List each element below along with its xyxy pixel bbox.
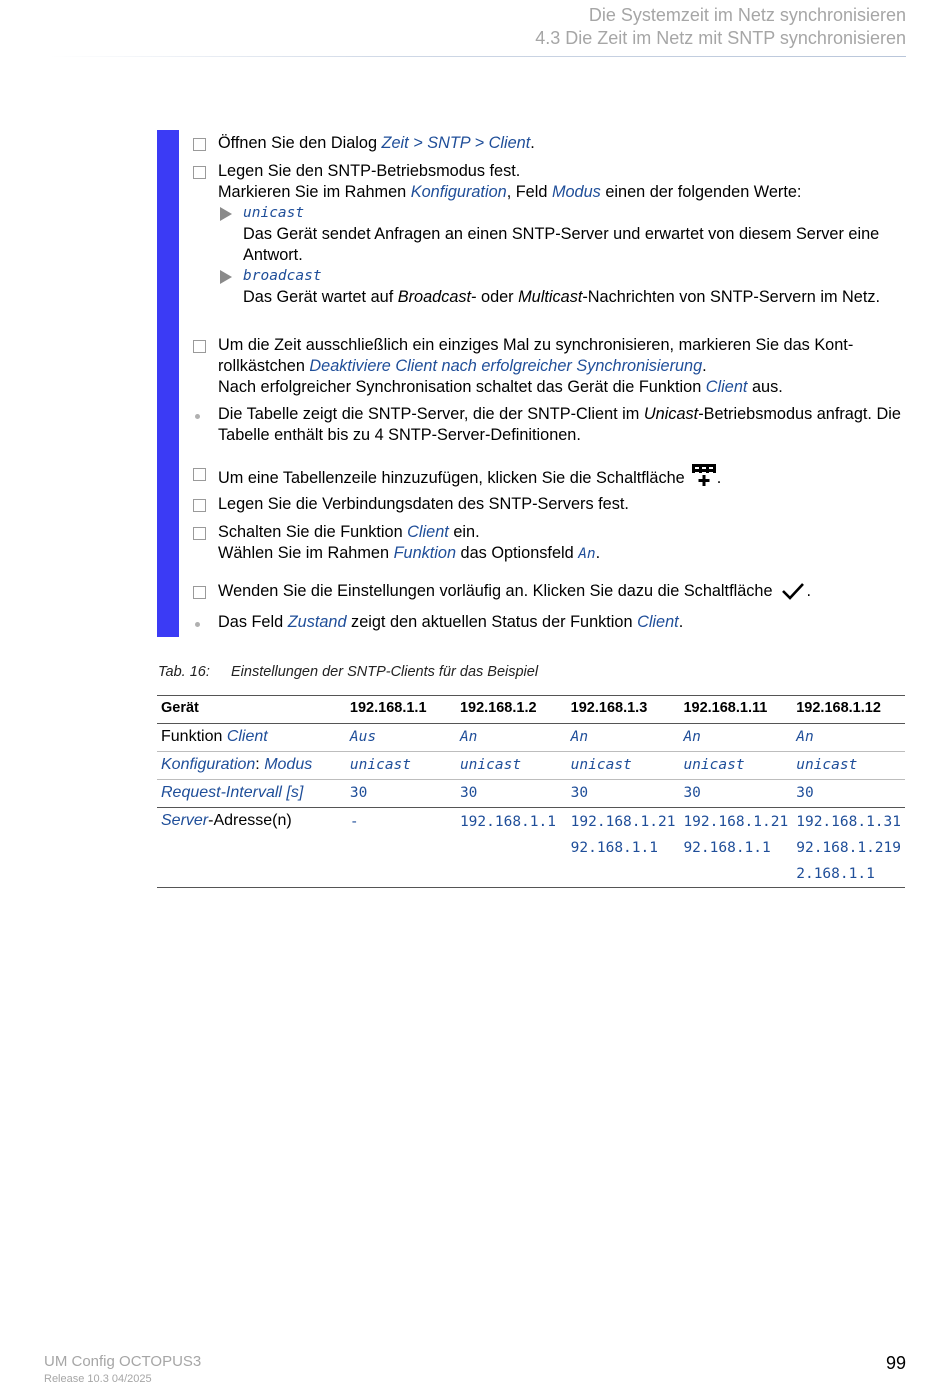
step-set-mode xyxy=(193,161,905,308)
step-connection-data xyxy=(193,494,905,515)
field-name: Zustand xyxy=(287,613,347,631)
note-text: . xyxy=(678,613,684,631)
step-text: ein. xyxy=(448,523,480,541)
step-text: Markieren Sie im Rahmen xyxy=(218,183,411,201)
option-value: broadcast xyxy=(243,268,322,284)
sntp-client-table xyxy=(157,695,905,888)
table-cell: An xyxy=(792,724,905,752)
table-header-row xyxy=(157,696,905,724)
header-cell: 192.168.1.1 xyxy=(346,696,456,724)
note-table-info xyxy=(193,404,905,446)
bullet-dot-icon xyxy=(193,612,200,633)
frame-name: Funktion xyxy=(393,544,457,562)
bullet-dot-icon xyxy=(193,404,200,425)
step-text: Nach erfolgreicher Synchronisation schaltet das Gerät die Funktion xyxy=(218,378,706,396)
page-number: 99 xyxy=(885,1353,906,1373)
chapter-title: Die Systemzeit im Netz synchronisieren xyxy=(588,5,906,25)
step-text: aus. xyxy=(747,378,783,396)
step-text: Legen Sie die Verbindungsdaten des SNTP-Servers fest. xyxy=(218,495,629,513)
section-title: 4.3 Die Zeit im Netz mit SNTP synchronisieren xyxy=(535,28,906,48)
option-value: An xyxy=(578,546,596,562)
step-text: . xyxy=(595,544,601,562)
table-row xyxy=(157,808,905,888)
checkbox-name: Deaktiviere Client nach erfolgreicher Synchronisierung xyxy=(309,357,703,375)
function-name: Client xyxy=(705,378,748,396)
checkbox-icon xyxy=(193,463,206,487)
step-text: Schalten Sie die Funktion xyxy=(218,523,408,541)
table-cell: unicast xyxy=(679,752,792,780)
note-text: Das Feld xyxy=(218,613,288,631)
step-text: Um eine Tabellenzeile hinzuzufügen, klicken Sie die Schaltfläche xyxy=(218,469,685,487)
footer-release: Release 10.3 04/2025 xyxy=(44,1373,152,1385)
step-text: , Feld xyxy=(506,183,552,201)
table-cell: unicast xyxy=(456,752,567,780)
checkbox-icon xyxy=(193,335,206,359)
table-cell: Aus xyxy=(346,724,456,752)
note-text: -Betriebsmodus anfragt. Die Tabelle enthält bis zu 4 SNTP-Server-Definitionen. xyxy=(218,405,901,444)
table-cell: 30 xyxy=(346,780,456,808)
checkbox-icon xyxy=(193,581,206,605)
step-text: . xyxy=(702,357,707,375)
table-cell: unicast xyxy=(567,752,680,780)
step-open-dialog xyxy=(193,133,905,154)
text-italic: Multicast xyxy=(518,288,583,306)
step-text-end: . xyxy=(530,134,535,152)
checkbox-icon xyxy=(193,494,206,518)
table-cell: unicast xyxy=(792,752,905,780)
note-status-field xyxy=(193,612,905,633)
option-broadcast xyxy=(193,266,905,308)
dialog-path: Zeit > SNTP > Client xyxy=(381,134,531,152)
step-text-end: . xyxy=(806,582,812,600)
option-unicast xyxy=(193,203,905,266)
table-cell: 30 xyxy=(792,780,905,808)
table-cell: 30 xyxy=(679,780,792,808)
table-cell: 192.168.1.31 92.168.1.219 2.168.1.1 xyxy=(792,808,905,888)
note-text: Die Tabelle zeigt die SNTP-Server, die der SNTP-Client im xyxy=(218,405,644,423)
checkbox-icon xyxy=(193,522,206,546)
text-italic: Unicast xyxy=(643,405,699,423)
step-text: Wenden Sie die Einstellungen vorläufig an. Klicken Sie dazu die Schaltfläche xyxy=(218,582,773,600)
function-name: Client xyxy=(637,613,679,631)
header-cell: 192.168.1.3 xyxy=(567,696,680,724)
table-cell: An xyxy=(456,724,567,752)
text-italic: Broadcast xyxy=(397,288,472,306)
caption-text: Einstellungen der SNTP-Clients für das Beispiel xyxy=(231,664,539,680)
step-text: Öffnen Sie den Dialog xyxy=(218,134,382,152)
step-single-sync xyxy=(193,335,905,398)
note-text: zeigt den aktuellen Status der Funktion xyxy=(346,613,638,631)
table-cell: 192.168.1.21 92.168.1.1 xyxy=(567,808,680,888)
add-row-icon xyxy=(691,463,717,493)
table-cell: 30 xyxy=(456,780,567,808)
text: -Nachrichten von SNTP-Servern im Netz. xyxy=(582,288,881,306)
row-label: Server-Adresse(n) xyxy=(157,808,346,888)
header-cell: 192.168.1.12 xyxy=(792,696,905,724)
checkbox-icon xyxy=(193,133,206,157)
table-row xyxy=(157,724,905,752)
table-cell: An xyxy=(679,724,792,752)
footer-product: UM Config OCTOPUS3 xyxy=(44,1353,202,1370)
row-label: Funktion Client xyxy=(157,724,346,752)
step-text: Um die Zeit ausschließlich ein einziges Mal zu synchronisieren, markieren Sie das Kont-rollkästchen xyxy=(218,336,854,375)
checkbox-icon xyxy=(193,161,206,185)
option-description: Das Gerät sendet Anfragen an einen SNTP-Server und erwartet von diesem Server eine Antwort. xyxy=(243,225,880,264)
step-text: das Optionsfeld xyxy=(456,544,579,562)
step-enable-client xyxy=(193,522,905,565)
table-cell: 192.168.1.21 92.168.1.1 xyxy=(679,808,792,888)
step-text: einen der folgenden Werte: xyxy=(600,183,802,201)
text: - oder xyxy=(471,288,519,306)
field-name: Modus xyxy=(551,183,601,201)
row-label: Konfiguration: Modus xyxy=(157,752,346,780)
header-cell: 192.168.1.11 xyxy=(679,696,792,724)
caption-number: Tab. 16: xyxy=(158,664,210,680)
table-cell: An xyxy=(567,724,680,752)
step-text-end: . xyxy=(716,469,722,487)
row-label: Request-Intervall [s] xyxy=(157,780,346,808)
function-name: Client xyxy=(407,523,449,541)
text: Das Gerät wartet auf xyxy=(243,288,398,306)
table-row xyxy=(157,780,905,808)
step-text: Wählen Sie im Rahmen xyxy=(218,544,394,562)
step-add-row xyxy=(193,463,905,493)
triangle-bullet-icon xyxy=(220,270,232,284)
table-cell: - xyxy=(346,808,456,888)
table-cell: unicast xyxy=(346,752,456,780)
header-cell: Gerät xyxy=(157,696,346,724)
table-caption xyxy=(158,664,538,680)
step-apply-settings xyxy=(193,581,905,607)
checkmark-icon xyxy=(781,581,805,607)
table-cell: 30 xyxy=(567,780,680,808)
instruction-sidebar-bar xyxy=(157,130,179,637)
triangle-bullet-icon xyxy=(220,207,232,221)
option-description xyxy=(243,287,905,308)
option-value: unicast xyxy=(243,205,305,221)
frame-name: Konfiguration xyxy=(410,183,507,201)
table-cell: 192.168.1.1 xyxy=(456,808,567,888)
header-cell: 192.168.1.2 xyxy=(456,696,567,724)
table-row xyxy=(157,752,905,780)
step-text: Legen Sie den SNTP-Betriebsmodus fest. xyxy=(218,162,521,180)
header-divider xyxy=(50,56,906,57)
